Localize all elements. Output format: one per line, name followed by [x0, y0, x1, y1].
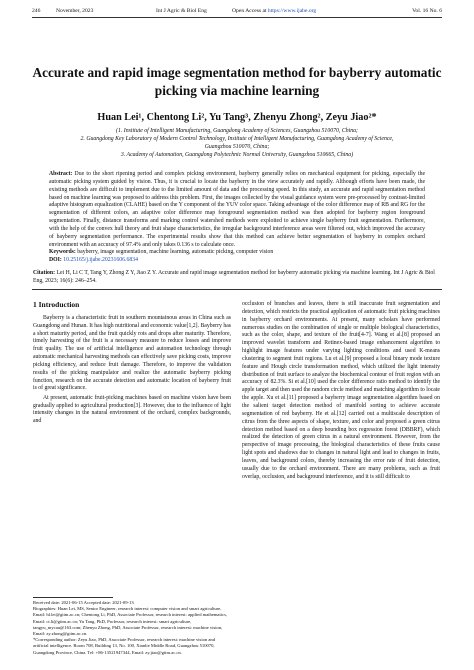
volume-info: Vol. 16 No. 6	[412, 8, 442, 14]
body-paragraph: Bayberry is a characteristic fruit in southern mountainous areas in China such as Guangdong and Hunan. It has high nutritional and economic value[1,2]. Bayberry has a short maturity period, and the fruit quickly rots and drops after maturity. Therefore, timely harvesting of the fruit is a necessary measure to reduce losses and improve fruit quality. The use of artificial intelligence and automation technology through automatic mechanical harvesting methods can effectively save picking costs, improve picking efficiency, and reduce fruit damage. Therefore, to improve the validation results of the picking manipulator and realize the automatic bayberry picking function, research on the accurate detection and automatic location of bayberry fruit is of great significance.	[33, 314, 231, 392]
right-column	[242, 301, 440, 483]
citation-block: Citation: Lei H, Li C T, Tang Y, Zhong Z Y, Jiao Z Y. Accurate and rapid image segmentation method for bayberry automatic picking via machine learning. Int J Agric & Biol Eng, 2023; 16(6): 246–254.	[33, 270, 435, 284]
author-list: Huan Lei¹, Chentong Li², Yu Tang³, Zhenyu Zhong², Zeyu Jiao²*	[97, 112, 377, 123]
header-rule	[32, 17, 442, 18]
doi: DOI: 10.25165/j.ijabe.20231606.6834	[49, 257, 138, 264]
page-number: 246	[32, 8, 41, 14]
section-heading-introduction: 1 Introduction	[33, 300, 80, 309]
corresponding-author: *Corresponding author: Zeyu Jiao, PhD, Associate Professor, research interest: machine vision and artificial intelligence. Room 708, Building 13, No. 100, Xianlie Middle Road, Guangzhou 510070, Guangdong Province, China. Tel: +86-13521947344, Email: zy.jiao@giim.ac.cn.	[33, 637, 215, 655]
doi-link[interactable]: 10.25165/j.ijabe.20231606.6834	[63, 257, 138, 264]
biographies: Biographies: Huan Lei, MS, Senior Engineer, research interest: computer vision and smart agriculture, Email: hl.lei@giim.ac.cn; Chentong Li, PhD, Associate Professor, research interest: applied mathematics, Email: ct.li@giim.ac.cn; Yu Tang, PhD, Professor, research interest: smart agriculture, tangyu_mycau@163.com; Zhenyu Zhong, PhD, Associate Professor, research interest: machine vision, Email: zy.zhong@giim.ac.cn.	[33, 606, 228, 637]
footnote-rule	[33, 597, 113, 598]
keywords: Keywords: bayberry, image segmentation, machine learning, automatic picking, computer vision	[49, 249, 274, 256]
journal-url-link[interactable]: https://www.ijabe.org	[267, 8, 317, 14]
body-paragraph: At present, automatic fruit-picking machines based on machine vision have been gradually applied to agricultural production[3]. However, due to the influence of light intensity changes in the natural environment of the orchard, complex backgrounds, and	[33, 394, 231, 425]
abstract-block	[49, 171, 425, 265]
issue-date: November, 2023	[56, 8, 94, 14]
open-access-note: Open Access at https://www.ijabe.org	[232, 8, 317, 14]
journal-name: Int J Agric & Biol Eng	[156, 8, 207, 14]
paper-title: Accurate and rapid image segmentation method for bayberry automatic picking via machine learning	[32, 65, 442, 98]
footnotes	[33, 600, 231, 656]
affiliations: (1. Institute of Intelligent Manufacturing, Guangdong Academy of Sciences, Guangzhou 510070, China; 2. Guangdong Key Laboratory of Modern Control Technology, Institute of Intelligent Manufacturing, Guangdong Academy of Science, Guangzhou 510070, China; 3. Academy of Automation, Guangdong Polytechnic Normal University, Guangzhou 510665, China)	[80, 128, 394, 158]
abstract-text: Abstract: Due to the short ripening period and complex picking environment, bayberry generally relies on mechanical equipment for picking, especially the automatic picking system guided by vision. Thus, it is crucial to locate the bayberry in the view accurately and rapidly. Although efforts have been made, the existing methods are difficult to implement due to the limited amount of data and the processing speed. In this study, an accurate and rapid segmentation method based on machine learning was proposed to address this problem. First, the images collected by the visual guidance system were pre-processed by contrast-limited adaptive histogram equalization (CLAHE) based on the Y component of the YUV color space. Taking advantage of the color difference map of RB and RG for the segmentation of different colors, an adaptive color difference map foreground segmentation method was then adopted for bayberry region foreground segmentation. Finally, distance transforms and marking control watershed methods were exploited to achieve single bayberry fruit segmentation. Furthermore, with the help of the convex hull theory and fruit shape characteristics, the irregular background interference areas were filtered out, which improved the accuracy of bayberry segmentation performance. The experimental results show that this method can achieve better segmentation of bayberry in complex orchard environment with an accuracy of 97.4% and only takes 0.136 s to calculate once.	[49, 171, 426, 248]
received-dates: Received date: 2021-06-15 Accepted date: 2021-09-13	[33, 600, 134, 605]
running-header	[32, 6, 442, 18]
left-column	[33, 301, 231, 428]
body-paragraph: occlusion of branches and leaves, there is still inaccurate fruit segmentation and detection, which restricts the practical application of automatic fruit picking machines in bayberry orchard environments. At present, many scholars have performed numerous studies on the combination of single or multiple biological characteristics, such as the color, shape, and texture of the fruit[4-7]. Wang et al.[8] proposed an improved wavelet transform and Retinex-based image enhancement algorithm to highlight image features under varying lighting conditions and used K-means clustering to segment fruit regions. Lu et al.[9] proposed a local binary mode texture feature and Hough circle transformation method, which utilized the light intensity distribution of fruit surface to analyze the biochemical contour of fruit region with an accuracy of 82.3%. Si et al.[10] used the color difference ratio method to identify the apple target and then used the random circle method and matching algorithm to locate the apple. Xu et al.[11] proposed a bayberry image segmentation algorithm based on the salient target detection method of manifold sorting to achieve accurate segmentation of red bayberry. He et al.[12] carried out a multiscale description of citrus from the three aspects of shape, texture, and color and proposed a green citrus detection method based on a deep bounding box regression forest (DBBRF), which realized the detection of green citrus in a natural environment. However, from the perspective of image processing, the biological characteristics of these fruits cause light spots and shadows due to changes in natural light and lead to changes in fruits, leaves, and background colors, thereby increasing the error rate of fruit detection, usually due to the orchard environment. There are many problems, such as fruit overlap, occlusion, and background interference, and it is still difficult to	[242, 301, 440, 480]
section-separator	[32, 289, 442, 290]
